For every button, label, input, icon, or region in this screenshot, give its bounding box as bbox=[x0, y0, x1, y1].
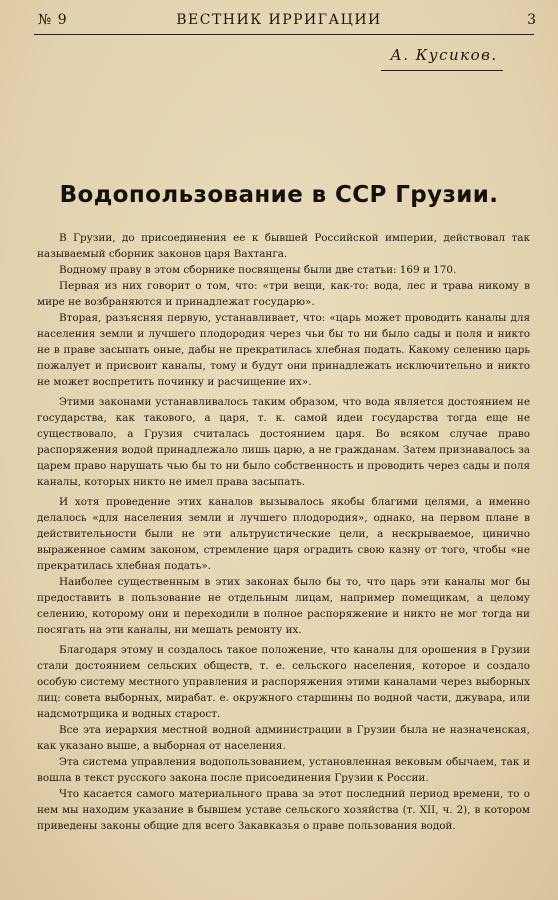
article-body bbox=[37, 230, 530, 834]
paragraph-7: Наиболее существенным в этих законах было бы то, что царь эти каналы мог бы предоставить в пользование не отдельным лицам, например помещикам, а целому селению, которому они и переходили в полное распоряжение и никто не мог тогда ни посягать на эти каналы, ни мешать ремонту их. bbox=[37, 576, 530, 636]
paragraph-3: Первая из них говорит о том, что: «три вещи, как-то: вода, лес и трава никому в мире не возбраняются и принадлежат государю». bbox=[37, 280, 530, 308]
author-underline bbox=[381, 70, 503, 71]
paragraph-11: Что касается самого материального права за этот последний период времени, то о нем мы находим указание в бывшем уставе сельского хозяйства (т. XII, ч. 2), в котором приведены законы общие для всего Закавказья о праве пользования водой. bbox=[37, 788, 530, 832]
paragraph-1: В Грузии, до присоединения ее к бывшей Российской империи, действовал так называемый сборник законов царя Вахтанга. bbox=[37, 232, 530, 260]
paragraph-10: Эта система управления водопользованием, установленная вековым обычаем, так и вошла в текст русского закона после присоединения Грузии к России. bbox=[37, 756, 530, 784]
paragraph-6: И хотя проведение этих каналов вызывалось якобы благими целями, а именно делалось «для населения земли и лучшего плодородия», однако, на первом плане в действительности были не эти альтруистические цели, а нескрываемое, цинично выраженное самим законом, стремление царя оградить свою казну от того, чтобы «не прекратилась хлебная подать». bbox=[37, 496, 530, 572]
journal-title: ВЕСТНИК ИРРИГАЦИИ bbox=[176, 12, 382, 28]
header-rule bbox=[34, 34, 534, 35]
paragraph-8: Благодаря этому и создалось такое положение, что каналы для орошения в Грузии стали достоянием сельских обществ, т. е. сельского населения, которое и создало особую систему местного управления и распоряжения этими каналами через выборных лиц: совета выборных, мирабат. е. окружного старшины по водной части, джувара, или надсмотрщика и водных старост. bbox=[37, 644, 530, 720]
paragraph-2: Водному праву в этом сборнике посвящены были две статьи: 169 и 170. bbox=[59, 264, 457, 276]
article-title: Водопользование в ССР Грузии. bbox=[59, 182, 499, 208]
paragraph-9: Все эта иерархия местной водной администрации в Грузии была не назначенская, как указано выше, а выборная от населения. bbox=[37, 724, 530, 752]
paragraph-5: Этими законами устанавливалось таким образом, что вода является достоянием не государства, как такового, а царя, т. к. самой идеи государства тогда еще не существовало, а Грузия считалась достоянием царя. Во всяком случае право распоряжения водой принадлежало лишь царю, а не гражданам. Затем признавалось за царем право нарушать чью бы то ни было собственность и проводить через сады и поля каналы, которых никто не имел права засыпать. bbox=[37, 396, 530, 488]
page-number: 3 bbox=[527, 12, 536, 28]
paragraph-4: Вторая, разъясняя первую, устанавливает, что: «царь может проводить каналы для населения земли и лучшего плодородия через чьи бы то ни было сады и поля и никто не в праве засыпать оные, дабы не прекратилась хлебная подать. Какому селению царь пожалует и присвоит каналы, тому и будут они принадлежать исключительно и никто не может воспретить починку и расчищение их». bbox=[37, 312, 530, 388]
author-name: А. Кусиков. bbox=[390, 46, 498, 64]
running-header bbox=[0, 10, 558, 32]
issue-number: № 9 bbox=[38, 12, 68, 28]
